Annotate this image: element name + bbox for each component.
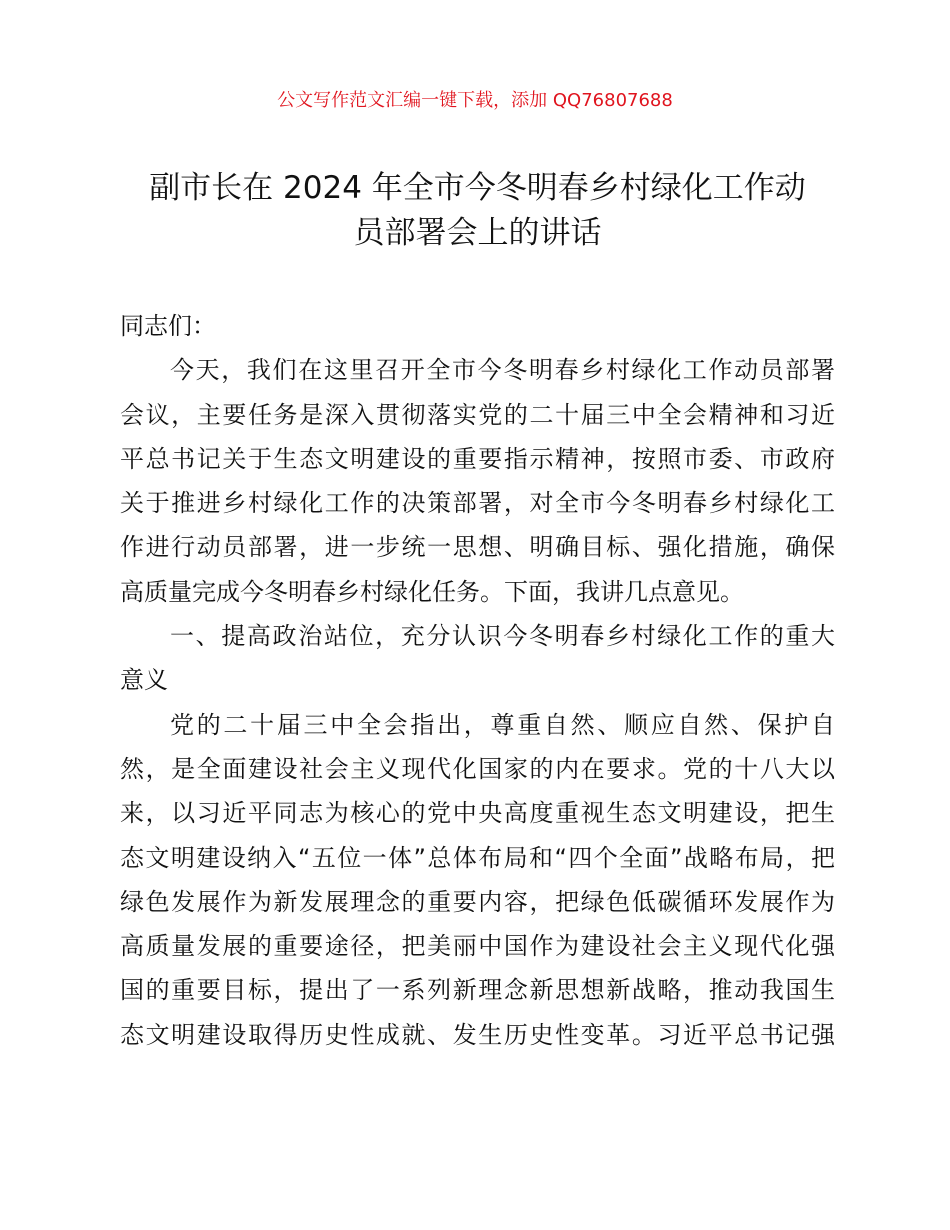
text-line: 然，是全面建设社会主义现代化国家的内在要求。党的十八大以 bbox=[120, 754, 835, 783]
document-title-line-2: 员部署会上的讲话 bbox=[353, 215, 602, 251]
text-line: 高质量发展的重要途径，把美丽中国作为建设社会主义现代化强 bbox=[120, 932, 835, 961]
text-line: 党的二十届三中全会指出，尊重自然、顺应自然、保护自 bbox=[170, 710, 835, 739]
text-line: 关于推进乡村绿化工作的决策部署，对全市今冬明春乡村绿化工 bbox=[120, 489, 835, 518]
text-line: 作进行动员部署，进一步统一思想、明确目标、强化措施，确保 bbox=[120, 533, 835, 562]
text-line: 高质量完成今冬明春乡村绿化任务。下面，我讲几点意见。 bbox=[120, 577, 744, 606]
text-line: 态文明建设取得历史性成就、发生历史性变革。习近平总书记强 bbox=[120, 1020, 835, 1049]
document-body bbox=[120, 304, 835, 1057]
download-banner: 公文写作范文汇编一键下载，添加 QQ76807688 bbox=[277, 90, 673, 111]
text-line: 同志们： bbox=[120, 312, 216, 340]
text-line: 意义 bbox=[120, 666, 168, 695]
document-title-line-1: 副市长在 2024 年全市今冬明春乡村绿化工作动 bbox=[149, 170, 806, 206]
text-line: 平总书记关于生态文明建设的重要指示精神，按照市委、市政府 bbox=[120, 444, 835, 473]
text-line: 今天，我们在这里召开全市今冬明春乡村绿化工作动员部署 bbox=[170, 356, 835, 385]
text-line: 来，以习近平同志为核心的党中央高度重视生态文明建设，把生 bbox=[120, 799, 835, 828]
text-line: 一、提高政治站位，充分认识今冬明春乡村绿化工作的重大 bbox=[170, 622, 835, 651]
text-line: 绿色发展作为新发展理念的重要内容，把绿色低碳循环发展作为 bbox=[120, 887, 835, 916]
text-line: 态文明建设纳入“五位一体”总体布局和“四个全面”战略布局，把 bbox=[120, 843, 835, 872]
text-line: 会议，主要任务是深入贯彻落实党的二十届三中全会精神和习近 bbox=[120, 400, 835, 429]
text-line: 国的重要目标，提出了一系列新理念新思想新战略，推动我国生 bbox=[120, 976, 835, 1005]
